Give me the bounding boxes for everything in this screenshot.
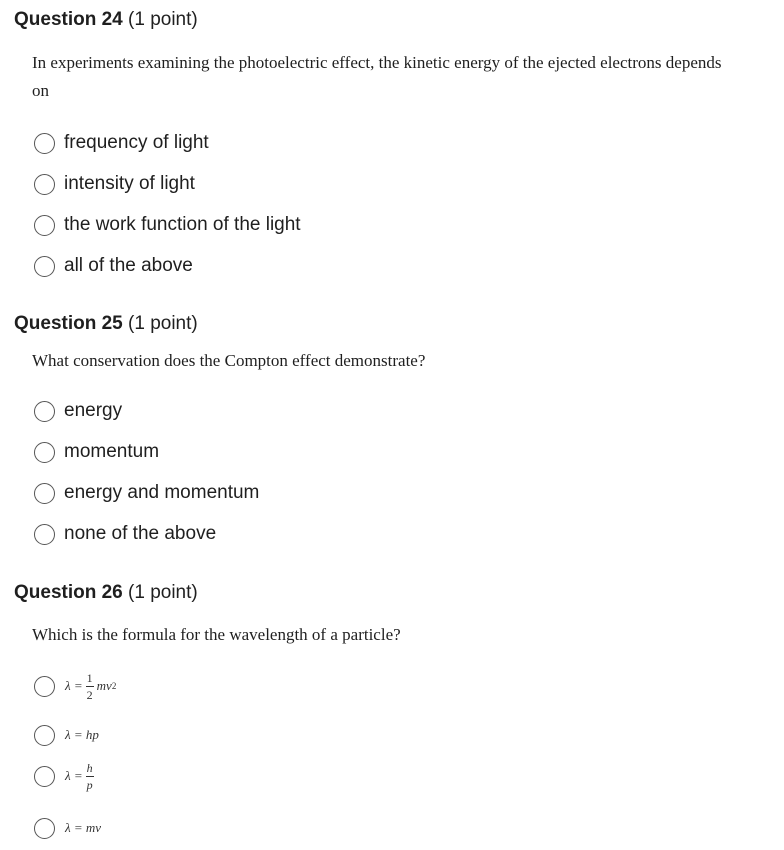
answer-option[interactable] [34,815,101,841]
formula-kinetic-energy [65,672,116,701]
fraction-denominator: 2 [86,687,93,702]
formula-fraction [86,672,94,701]
radio-button[interactable] [34,483,55,504]
answer-option[interactable] [34,760,97,792]
radio-button[interactable] [34,766,55,787]
formula-fraction [86,762,94,791]
question-header [14,9,198,31]
answer-label: momentum [64,441,160,462]
radio-button[interactable] [34,725,55,746]
answer-option[interactable] [34,480,259,506]
answer-option[interactable] [34,398,122,424]
radio-button[interactable] [34,215,55,236]
question-text: What conservation does the Compton effect demonstrate? [32,351,426,370]
formula-lhs: λ = [65,768,83,783]
formula-mv: λ = mv [65,820,102,835]
answer-label: frequency of light [64,132,209,153]
radio-button[interactable] [34,524,55,545]
radio-button[interactable] [34,174,55,195]
answer-label: energy [64,400,123,421]
fraction-denominator: p [86,777,93,792]
answer-label: intensity of light [64,173,195,194]
question-points: (1 point) [128,582,198,603]
radio-button[interactable] [34,442,55,463]
fraction-numerator: h [86,760,93,775]
question-title: Question 25 [14,313,123,334]
answer-option[interactable] [34,670,117,702]
question-header [14,582,198,604]
question-text: In experiments examining the photoelectric effect, the kinetic energy of the ejected electrons depends on [32,53,722,100]
question-title: Question 26 [14,582,123,603]
answer-option[interactable] [34,171,195,197]
answer-label: none of the above [64,523,217,544]
answer-option[interactable] [34,521,216,547]
radio-button[interactable] [34,401,55,422]
question-text: Which is the formula for the wavelength of a particle? [32,625,401,644]
radio-button[interactable] [34,818,55,839]
answer-option[interactable] [34,212,301,238]
formula-de-broglie [65,762,97,791]
question-points: (1 point) [128,9,198,30]
question-title: Question 24 [14,9,123,30]
radio-button[interactable] [34,133,55,154]
radio-button[interactable] [34,256,55,277]
answer-label: the work function of the light [64,214,301,235]
answer-label: energy and momentum [64,482,260,503]
formula-rest: mv [96,678,112,693]
fraction-numerator: 1 [86,670,93,685]
answer-option[interactable] [34,130,209,156]
formula-hp: λ = hp [65,727,99,742]
answer-option[interactable] [34,722,99,748]
question-header [14,313,198,335]
answer-option[interactable] [34,439,159,465]
question-points: (1 point) [128,313,198,334]
formula-exponent: 2 [111,681,117,691]
answer-option[interactable] [34,253,193,279]
radio-button[interactable] [34,676,55,697]
formula-lhs: λ = [65,678,83,693]
answer-label: all of the above [64,255,193,276]
